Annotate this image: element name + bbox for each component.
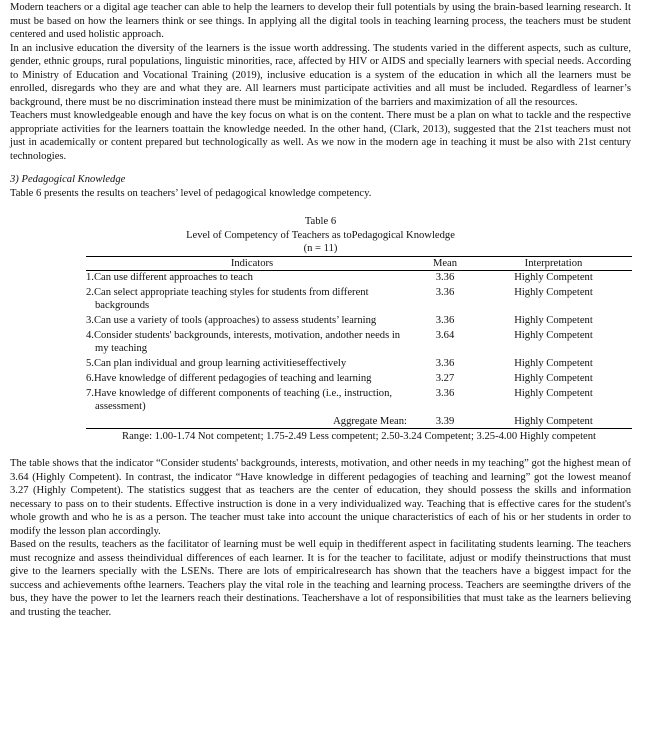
section-heading: 3) Pedagogical Knowledge [10, 174, 126, 185]
table-title: Level of Competency of Teachers as toPedagogical Knowledge [186, 229, 455, 241]
aggregate-interpretation: Highly Competent [475, 415, 632, 429]
interpretation-cell: Highly Competent [514, 372, 593, 384]
table-row [86, 387, 632, 415]
indicator-cell: 4.Consider students' backgrounds, interests, motivation, andother needs in my teaching [86, 329, 401, 354]
header-mean: Mean [415, 256, 475, 270]
competency-table [86, 256, 632, 429]
interpretation-cell: Highly Competent [514, 329, 593, 341]
table-row [86, 314, 632, 329]
section-intro: Table 6 presents the results on teachers’ level of pedagogical knowledge competency. [10, 187, 372, 199]
interpretation-cell: Highly Competent [514, 271, 593, 283]
interpretation-cell: Highly Competent [514, 314, 593, 326]
header-interpretation: Interpretation [475, 256, 632, 270]
table-range-note: Range: 1.00-1.74 Not competent; 1.75-2.49 Less competent; 2.50-3.24 Competent; 3.25-4.00 Highly competent [122, 430, 596, 442]
indicator-cell: 6.Have knowledge of different pedagogies of teaching and learning [86, 372, 372, 384]
interpretation-cell: Highly Competent [514, 387, 593, 399]
indicator-cell: 1.Can use different approaches to teach [86, 271, 253, 283]
mean-cell: 3.27 [435, 372, 455, 384]
paragraph: Based on the results, teachers as the facilitator of learning must be well equip in thedifferent aspect in facilitating students learning. The teachers must recognize and assess theindividual differences of each learner. It is for the teacher to facilitate, adjust or modify theinstructions that must give to the learners specially with the LSENs. There are lots of empiricalresearch has shown that the teachers have a biggest impact for the success and achievements ofthe learners. Teachers play the vital role in the teaching and learning process. Teachers are seemingthe drivers of the bus, they have the power to let the learners reach their destinations. Teachershave a lot of responsibilities that must take as the learners believing and trusting the teacher. [10, 539, 631, 618]
table-sample-size: (n = 11) [303, 243, 338, 254]
table-header-row [86, 256, 632, 270]
header-indicators: Indicators [86, 256, 415, 270]
mean-cell: 3.36 [435, 314, 455, 326]
table-row [86, 372, 632, 387]
interpretation-cell: Highly Competent [514, 357, 593, 369]
table-row [86, 286, 632, 314]
paragraph: Teachers must knowledgeable enough and have the key focus on what is on the content. There must be a plan on what to tackle and the respective appropriate activities for the learners toattain the knowledge needed. In the other hand, (Clark, 2013), suggested that the 21st teachers must not just in academically or content prepared but technologically as well. As we now in the modern age in teaching it must be also with 21st century technologies. [10, 110, 631, 162]
mean-cell: 3.36 [435, 357, 455, 369]
mean-cell: 3.36 [435, 286, 455, 298]
indicator-cell: 3.Can use a variety of tools (approaches) to assess students’ learning [86, 314, 377, 326]
table-caption [10, 215, 631, 256]
paragraph: The table shows that the indicator “Consider students' backgrounds, interests, motivation, and other needs in my teaching” got the highest mean of 3.64 (Highly Competent). In contrast, the indicator “Have knowledge in different pedagogies of teaching and learning” got the lowest meanof 3.27 (Highly Competent). The statistics suggest that as teachers are the center of education, they should possess the skills and information necessary to pass on to their students. Effective instruction is done in a very individualized way. Teaching that is effective cares for the student's whole growth and who he is as a person. The teacher must take into account the unique characteristics of each of his or her students in order to modify the lesson plan accordingly. [10, 458, 631, 537]
document-page [10, 1, 631, 619]
mean-cell: 3.36 [435, 387, 455, 399]
interpretation-cell: Highly Competent [514, 286, 593, 298]
table-number: Table 6 [304, 216, 337, 227]
paragraph: In an inclusive education the diversity of the learners is the issue worth addressing. The students varied in the different aspects, such as culture, gender, ethnic groups, rural populations, linguistic minorities, race, affected by HIV or AIDS and specially learners with special needs. According to Ministry of Education and Vocational Training (2019), inclusive education is a system of the education in which all the learners must be enrolled, disregards who they are and what they are. All learners must participate activities and all must be included. Regardless of learner’s background, there must be no discrimination instead there must be minimization of the barriers and maximization of all the resources. [10, 42, 631, 108]
aggregate-mean: 3.39 [415, 415, 475, 429]
mean-cell: 3.36 [435, 271, 455, 283]
discussion [10, 457, 631, 619]
aggregate-label: Aggregate Mean: [86, 415, 415, 429]
table-row [86, 270, 632, 286]
aggregate-row [86, 415, 632, 429]
mean-cell: 3.64 [435, 329, 455, 341]
indicator-cell: 2.Can select appropriate teaching styles for students from different backgrounds [86, 286, 369, 311]
indicator-cell: 7.Have knowledge of different components of teaching (i.e., instruction, assessment) [86, 387, 393, 412]
indicator-cell: 5.Can plan individual and group learning activitieseffectively [86, 357, 347, 369]
table-row [86, 357, 632, 372]
table-row [86, 329, 632, 357]
paragraph: Modern teachers or a digital age teacher can able to help the learners to develop their full potentials by using the brain-based learning research. It must be based on how the learners think or see things. In applying all the digital tools in teaching learning process, the teachers must be student centered and used holistic approach. [10, 2, 631, 40]
